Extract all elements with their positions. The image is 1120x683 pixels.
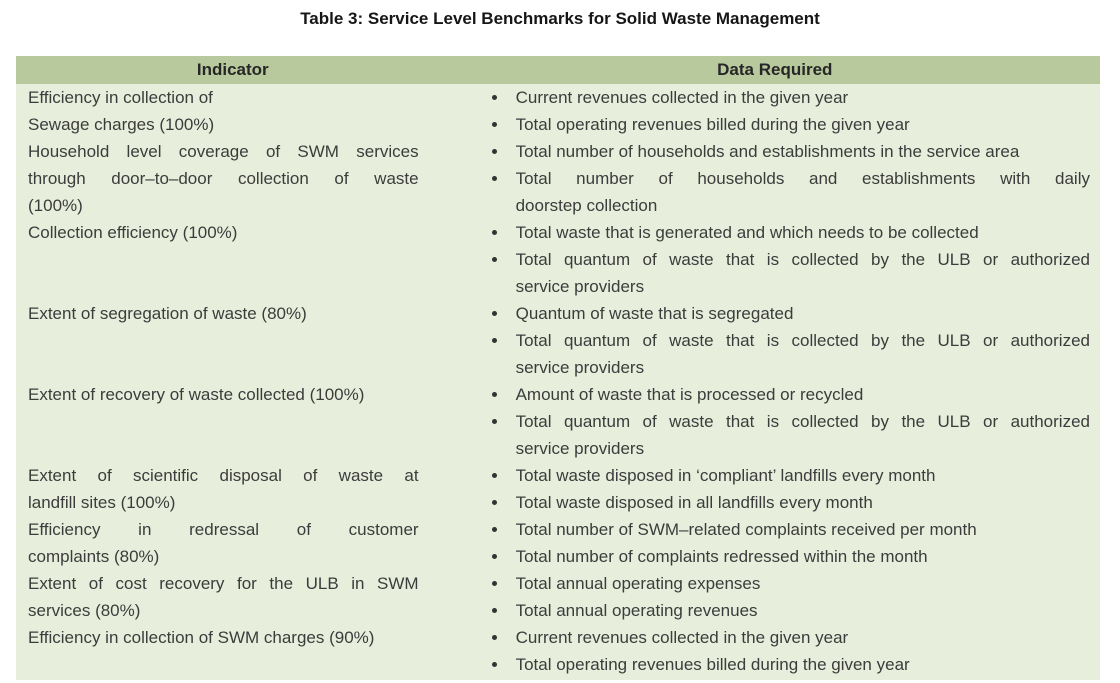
data-required-list — [450, 138, 1090, 219]
text-line: Total quantum of waste that is collected by the ULB or authorized — [515, 412, 1090, 431]
text-line: Total waste disposed in all landfills every month — [515, 493, 873, 512]
text-line: Efficiency in collection of SWM charges (90%) — [28, 628, 375, 647]
indicator-cell — [16, 138, 450, 219]
data-required-list — [450, 381, 1090, 462]
data-required-item — [450, 381, 1090, 408]
table-row — [16, 138, 1100, 219]
data-required-item — [450, 327, 1090, 381]
data-required-cell — [450, 381, 1100, 462]
table-row — [16, 300, 1100, 381]
data-required-item — [450, 516, 1090, 543]
data-required-cell — [450, 138, 1100, 219]
text-line: service providers — [515, 277, 645, 296]
text-line: Household level coverage of SWM services — [28, 142, 419, 161]
text-line: Total number of households and establishments with daily — [515, 169, 1090, 188]
table-row — [16, 381, 1100, 462]
text-line: Total number of SWM–related complaints received per month — [515, 520, 977, 539]
column-header-data-required: Data Required — [717, 60, 833, 79]
text-line: Efficiency in collection of — [28, 88, 213, 107]
indicator-cell — [16, 219, 450, 300]
data-required-list — [450, 84, 1090, 138]
data-required-list — [450, 300, 1090, 381]
indicator-cell — [16, 381, 450, 462]
data-required-item — [450, 624, 1090, 651]
data-required-item — [450, 111, 1090, 138]
data-required-item — [450, 219, 1090, 246]
text-line: doorstep collection — [515, 196, 658, 215]
text-line: Current revenues collected in the given year — [515, 628, 849, 647]
text-line: Total waste disposed in ‘compliant’ landfills every month — [515, 466, 936, 485]
data-required-cell — [450, 300, 1100, 381]
text-line: Extent of segregation of waste (80%) — [28, 304, 307, 323]
table-row — [16, 84, 1100, 138]
data-required-item — [450, 462, 1090, 489]
benchmark-table — [16, 56, 1100, 680]
text-line: Total annual operating expenses — [515, 574, 761, 593]
data-required-list — [450, 624, 1090, 678]
text-line: complaints (80%) — [28, 547, 160, 566]
text-line: Total operating revenues billed during the given year — [515, 115, 910, 134]
text-line: Total waste that is generated and which needs to be collected — [515, 223, 979, 242]
text-line: Total quantum of waste that is collected by the ULB or authorized — [515, 250, 1090, 269]
data-required-item — [450, 543, 1090, 570]
text-line: Efficiency in redressal of customer — [28, 520, 419, 539]
indicator-cell — [16, 570, 450, 624]
data-required-item — [450, 570, 1090, 597]
text-line: services (80%) — [28, 601, 141, 620]
text-line: Extent of recovery of waste collected (100%) — [28, 385, 365, 404]
table-row — [16, 219, 1100, 300]
indicator-cell — [16, 624, 450, 678]
data-required-item — [450, 408, 1090, 462]
data-required-cell — [450, 624, 1100, 678]
text-line: Total number of complaints redressed within the month — [515, 547, 928, 566]
data-required-cell — [450, 84, 1100, 138]
data-required-item — [450, 138, 1090, 165]
indicator-cell — [16, 300, 450, 381]
text-line: Quantum of waste that is segregated — [515, 304, 794, 323]
indicator-cell — [16, 516, 450, 570]
data-required-cell — [450, 516, 1100, 570]
table-title: Table 3: Service Level Benchmarks for Solid Waste Management — [300, 9, 820, 28]
data-required-cell — [450, 219, 1100, 300]
text-line: through door–to–door collection of waste — [28, 169, 419, 188]
data-required-list — [450, 570, 1090, 624]
text-line: Extent of cost recovery for the ULB in SWM — [28, 574, 419, 593]
data-required-item — [450, 246, 1090, 300]
data-required-item — [450, 597, 1090, 624]
text-line: Total number of households and establishments in the service area — [515, 142, 1020, 161]
column-header-indicator: Indicator — [196, 60, 269, 79]
data-required-item — [450, 84, 1090, 111]
data-required-item — [450, 489, 1090, 516]
data-required-cell — [450, 462, 1100, 516]
table-row — [16, 624, 1100, 678]
text-line: service providers — [515, 358, 645, 377]
data-required-item — [450, 651, 1090, 678]
text-line: landfill sites (100%) — [28, 493, 176, 512]
data-required-list — [450, 516, 1090, 570]
table-body — [16, 84, 1100, 680]
table-row — [16, 570, 1100, 624]
data-required-item — [450, 300, 1090, 327]
text-line: service providers — [515, 439, 645, 458]
text-line: Extent of scientific disposal of waste at — [28, 466, 419, 485]
data-required-list — [450, 462, 1090, 516]
data-required-list — [450, 219, 1090, 300]
table-header-row — [16, 56, 1100, 84]
table-row — [16, 462, 1100, 516]
text-line: Sewage charges (100%) — [28, 115, 215, 134]
text-line: Total annual operating revenues — [515, 601, 758, 620]
data-required-item — [450, 165, 1090, 219]
text-line: Current revenues collected in the given year — [515, 88, 849, 107]
text-line: (100%) — [28, 196, 83, 215]
data-required-cell — [450, 570, 1100, 624]
text-line: Total quantum of waste that is collected by the ULB or authorized — [515, 331, 1090, 350]
indicator-cell — [16, 462, 450, 516]
text-line: Collection efficiency (100%) — [28, 223, 238, 242]
indicator-cell — [16, 84, 450, 138]
text-line: Amount of waste that is processed or recycled — [515, 385, 864, 404]
table-row — [16, 516, 1100, 570]
text-line: Total operating revenues billed during the given year — [515, 655, 910, 674]
